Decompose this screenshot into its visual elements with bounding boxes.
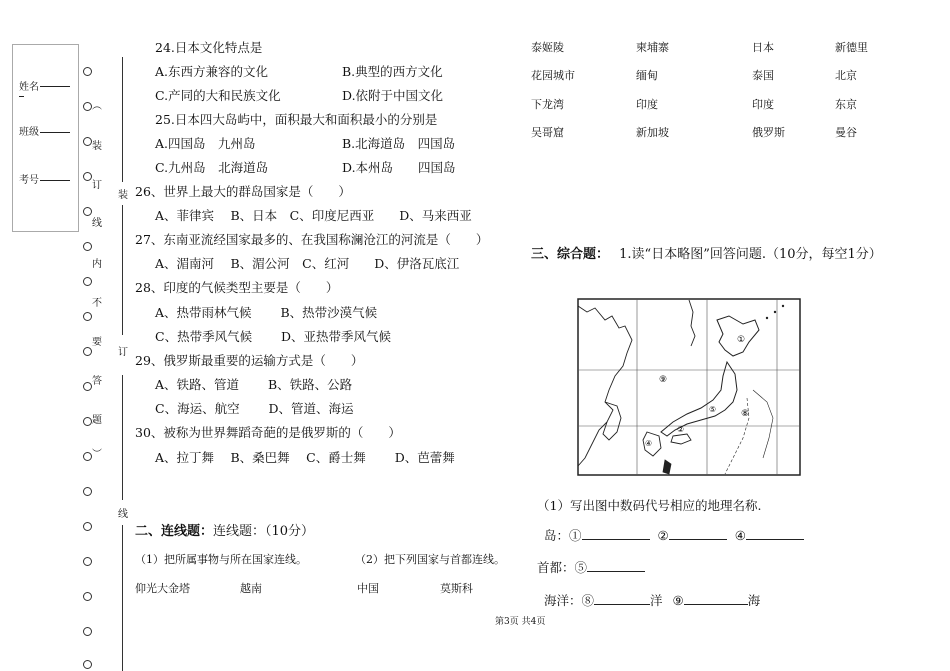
q25-option-c[interactable]: C.九州岛 北海道岛: [155, 160, 269, 175]
sea-suffix: 海: [747, 593, 761, 608]
match-item[interactable]: 越南: [240, 582, 262, 595]
section2-heading-row: [135, 520, 314, 539]
binding-hole: [83, 347, 92, 356]
match-item[interactable]: 中国: [357, 582, 379, 595]
match-item[interactable]: 新德里: [835, 41, 868, 54]
q28-options-line1[interactable]: A、热带雨林气候 B、热带沙漠气候: [155, 305, 378, 320]
q25-stem: 25.日本四大岛屿中，面积最大和面积最小的分别是: [155, 112, 438, 127]
q29-stem: 29、俄罗斯最重要的运输方式是（ ）: [135, 353, 364, 368]
ocean-label: 海洋：⑧: [544, 593, 595, 608]
capital-blank[interactable]: [587, 559, 645, 572]
capital-row: [537, 558, 645, 576]
match-item[interactable]: 吴哥窟: [531, 126, 564, 139]
match-item[interactable]: 北京: [835, 69, 857, 82]
map-label-8: ⑧: [741, 409, 750, 419]
binding-hole: [83, 417, 92, 426]
binding-char: 订: [92, 180, 102, 191]
q24-option-a[interactable]: A.东西方兼容的文化: [155, 64, 269, 79]
binding-char: 装: [118, 190, 128, 201]
q30-stem: 30、被称为世界舞蹈奇葩的是俄罗斯的（ ）: [135, 425, 401, 440]
match-item[interactable]: 花园城市: [531, 69, 575, 82]
class-label: 班级: [19, 127, 39, 138]
id-field[interactable]: [40, 180, 70, 181]
section3-heading: 三、综合题：: [531, 247, 610, 262]
binding-line: [122, 57, 123, 182]
ocean-9-blank[interactable]: [684, 592, 748, 605]
ocean-row: [544, 591, 760, 609]
q25-option-d[interactable]: D.本州岛 四国岛: [342, 160, 456, 175]
name-field-tick: [19, 96, 24, 97]
binding-hole: [83, 487, 92, 496]
section3-sub1: （1）写出图中数码代号相应的地理名称.: [537, 498, 762, 513]
section2-sub2: （2）把下列国家与首都连线。: [355, 553, 505, 566]
map-label-2: ②: [677, 425, 685, 434]
match-item[interactable]: 日本: [752, 41, 774, 54]
q29-options-line1[interactable]: A、铁路、管道 B、铁路、公路: [155, 377, 353, 392]
islands-row: [544, 526, 804, 544]
q24-option-b[interactable]: B.典型的西方文化: [342, 64, 443, 79]
match-item[interactable]: 俄罗斯: [752, 126, 785, 139]
map-label-5: ⑤: [709, 405, 717, 414]
binding-hole: [83, 312, 92, 321]
binding-hole: [83, 277, 92, 286]
binding-char: 不: [92, 298, 102, 309]
q27-stem: 27、东南亚流经国家最多的、在我国称澜沧江的河流是（ ）: [135, 232, 489, 247]
binding-hole: [83, 627, 92, 636]
binding-line: [122, 205, 123, 335]
ocean-9-label: ⑨: [672, 593, 684, 608]
q27-options[interactable]: A、湄南河 B、湄公河 C、红河 D、伊洛瓦底江: [155, 256, 460, 271]
binding-hole: [83, 522, 92, 531]
binding-hole: [83, 172, 92, 181]
q26-stem: 26、世界上最大的群岛国家是（ ）: [135, 184, 351, 199]
binding-char: ︵: [92, 101, 102, 112]
binding-char: 订: [118, 347, 128, 358]
match-item[interactable]: 印度: [752, 98, 774, 111]
binding-hole: [83, 452, 92, 461]
match-item[interactable]: 新加坡: [636, 126, 669, 139]
map-label-1: ①: [737, 335, 746, 345]
section2-sub1: （1）把所属事物与所在国家连线。: [135, 553, 307, 566]
binding-line: [122, 525, 123, 671]
match-item[interactable]: 缅甸: [636, 69, 658, 82]
match-item[interactable]: 泰姬陵: [531, 41, 564, 54]
match-item[interactable]: 泰国: [752, 69, 774, 82]
island-4-label: ④: [734, 528, 746, 543]
id-label: 考号: [19, 175, 39, 186]
binding-hole: [83, 67, 92, 76]
match-item[interactable]: 曼谷: [835, 126, 857, 139]
match-item[interactable]: 柬埔寨: [636, 41, 669, 54]
island-2-blank[interactable]: [669, 527, 727, 540]
match-item[interactable]: 仰光大金塔: [135, 582, 190, 595]
q26-options[interactable]: A、菲律宾 B、日本 C、印度尼西亚 D、马来西亚: [155, 208, 472, 223]
q25-option-b[interactable]: B.北海道岛 四国岛: [342, 136, 456, 151]
map-label-4: ④: [645, 439, 653, 448]
match-item[interactable]: 印度: [636, 98, 658, 111]
ocean-8-blank[interactable]: [594, 592, 650, 605]
binding-hole: [83, 382, 92, 391]
q24-option-d[interactable]: D.依附于中国文化: [342, 88, 444, 103]
name-label: 姓名: [19, 82, 39, 93]
binding-hole: [83, 242, 92, 251]
binding-char: 线: [118, 509, 128, 520]
binding-char: 线: [92, 218, 102, 229]
island-4-blank[interactable]: [746, 527, 804, 540]
match-item[interactable]: 下龙湾: [531, 98, 564, 111]
page-number: 第3页 共4页: [495, 617, 546, 627]
q28-stem: 28、印度的气候类型主要是（ ）: [135, 280, 339, 295]
student-info-box: [12, 44, 79, 232]
section2-title: 连线题：（10分）: [213, 524, 315, 539]
q25-option-a[interactable]: A.四国岛 九州岛: [155, 136, 256, 151]
match-item[interactable]: 莫斯科: [440, 582, 473, 595]
name-field[interactable]: [40, 86, 70, 87]
class-field[interactable]: [40, 132, 70, 133]
section2-heading: 二、连线题：: [135, 524, 214, 539]
q24-option-c[interactable]: C.产同的大和民族文化: [155, 88, 281, 103]
binding-hole: [83, 137, 92, 146]
island-1-blank[interactable]: [582, 527, 650, 540]
binding-char: 题: [92, 415, 102, 426]
binding-line: [122, 375, 123, 500]
q24-stem: 24.日本文化特点是: [155, 40, 263, 55]
section3-text: 1.读“日本略图”回答问题.（10分，每空1分）: [619, 247, 882, 262]
match-item[interactable]: 东京: [835, 98, 857, 111]
binding-char: 内: [92, 259, 102, 270]
map-label-9: ⑨: [659, 375, 668, 385]
islands-label: 岛：①: [544, 528, 582, 543]
japan-map: [577, 298, 801, 476]
binding-char: 装: [92, 141, 102, 152]
section3-heading-row: [531, 243, 882, 262]
q29-options-line2[interactable]: C、海运、航空 D、管道、海运: [155, 401, 354, 416]
capital-label: 首都：⑤: [537, 560, 588, 575]
q28-options-line2[interactable]: C、热带季风气候 D、亚热带季风气候: [155, 329, 392, 344]
island-2-label: ②: [657, 528, 669, 543]
q30-options[interactable]: A、拉丁舞 B、桑巴舞 C、爵士舞 D、芭蕾舞: [155, 450, 455, 465]
binding-char: ︶: [92, 449, 102, 460]
binding-hole: [83, 102, 92, 111]
binding-char: 要: [92, 337, 102, 348]
binding-char: 答: [92, 376, 102, 387]
binding-hole: [83, 557, 92, 566]
binding-hole: [83, 207, 92, 216]
binding-hole: [83, 660, 92, 669]
ocean-suffix: 洋: [650, 593, 663, 608]
binding-hole: [83, 592, 92, 601]
